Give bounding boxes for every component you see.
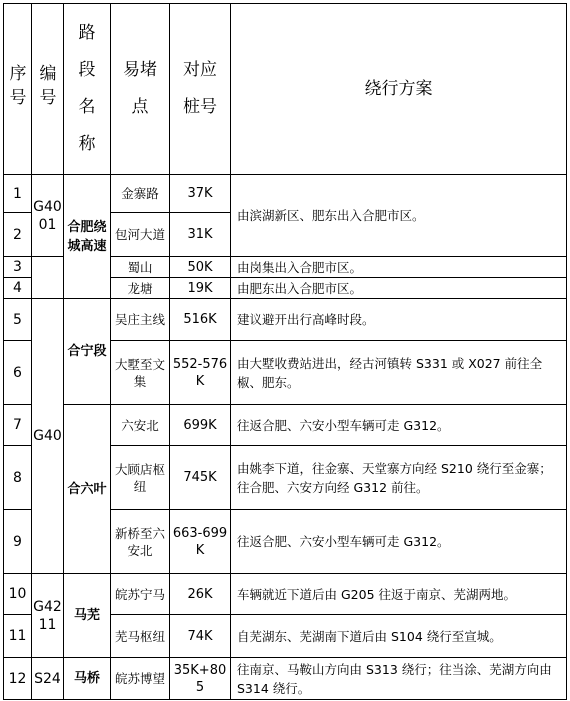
point-cell: 蜀山: [111, 257, 170, 278]
plan-cell: 由大墅收费站进出，经古河镇转 S331 或 X027 前往全椒、肥东。: [231, 341, 567, 405]
point-cell: 皖苏博望: [111, 658, 170, 700]
stake-cell: 35K+805: [170, 658, 231, 700]
header-road: 路段名称: [64, 4, 111, 175]
road-name-cell: 合宁段: [64, 299, 111, 405]
point-cell: 芜马枢纽: [111, 615, 170, 658]
seq-cell: 10: [4, 574, 32, 615]
code-cell-empty: [32, 278, 64, 299]
plan-cell: 车辆就近下道后由 G205 往返于南京、芜湖两地。: [231, 574, 567, 615]
seq-cell: 7: [4, 405, 32, 446]
point-cell: 皖苏宁马: [111, 574, 170, 615]
seq-cell: 2: [4, 213, 32, 257]
stake-cell: 699K: [170, 405, 231, 446]
seq-cell: 9: [4, 510, 32, 574]
plan-cell: 由岗集出入合肥市区。: [231, 257, 567, 278]
point-cell: 吴庄主线: [111, 299, 170, 341]
stake-cell: 663-699K: [170, 510, 231, 574]
road-name-cell: 马桥: [64, 658, 111, 700]
road-name-cell: 合肥绕城高速: [64, 175, 111, 299]
code-cell: G40: [32, 299, 64, 574]
header-row: [4, 4, 567, 175]
stake-cell: 31K: [170, 213, 231, 257]
point-cell: 大墅至文集: [111, 341, 170, 405]
stake-cell: 26K: [170, 574, 231, 615]
plan-cell: 往返合肥、六安小型车辆可走 G312。: [231, 405, 567, 446]
header-code: 编号: [32, 4, 64, 175]
stake-cell: 552-576K: [170, 341, 231, 405]
stake-cell: 19K: [170, 278, 231, 299]
plan-cell: 建议避开出行高峰时段。: [231, 299, 567, 341]
code-cell: G4211: [32, 574, 64, 658]
table-row: [4, 574, 567, 615]
table-row: [4, 405, 567, 446]
seq-cell: 6: [4, 341, 32, 405]
plan-cell: 由肥东出入合肥市区。: [231, 278, 567, 299]
point-cell: 龙塘: [111, 278, 170, 299]
stake-cell: 74K: [170, 615, 231, 658]
header-point: 易堵点: [111, 4, 170, 175]
stake-cell: 50K: [170, 257, 231, 278]
header-plan: 绕行方案: [231, 4, 567, 175]
code-cell-empty: [32, 257, 64, 278]
header-stake: 对应桩号: [170, 4, 231, 175]
point-cell: 包河大道: [111, 213, 170, 257]
code-cell: S24: [32, 658, 64, 700]
seq-cell: 5: [4, 299, 32, 341]
plan-cell: 由姚李下道，往金寨、天堂寨方向经 S210 绕行至金寨；往合肥、六安方向经 G312 前往。: [231, 446, 567, 510]
header-seq: 序号: [4, 4, 32, 175]
seq-cell: 1: [4, 175, 32, 213]
point-cell: 大顾店枢纽: [111, 446, 170, 510]
table-row: [4, 175, 567, 213]
point-cell: 新桥至六安北: [111, 510, 170, 574]
detour-table: [3, 3, 567, 700]
seq-cell: 4: [4, 278, 32, 299]
plan-cell: 自芜湖东、芜湖南下道后由 S104 绕行至宣城。: [231, 615, 567, 658]
seq-cell: 11: [4, 615, 32, 658]
point-cell: 金寨路: [111, 175, 170, 213]
stake-cell: 37K: [170, 175, 231, 213]
road-name-cell: 马芜: [64, 574, 111, 658]
stake-cell: 745K: [170, 446, 231, 510]
table-row: [4, 658, 567, 700]
seq-cell: 12: [4, 658, 32, 700]
plan-cell: 往返合肥、六安小型车辆可走 G312。: [231, 510, 567, 574]
point-cell: 六安北: [111, 405, 170, 446]
plan-cell: 由滨湖新区、肥东出入合肥市区。: [231, 175, 567, 257]
seq-cell: 8: [4, 446, 32, 510]
road-name-cell: 合六叶: [64, 405, 111, 574]
stake-cell: 516K: [170, 299, 231, 341]
seq-cell: 3: [4, 257, 32, 278]
table-row: [4, 299, 567, 341]
code-cell: G4001: [32, 175, 64, 257]
plan-cell: 往南京、马鞍山方向由 S313 绕行；往当涂、芜湖方向由 S314 绕行。: [231, 658, 567, 700]
